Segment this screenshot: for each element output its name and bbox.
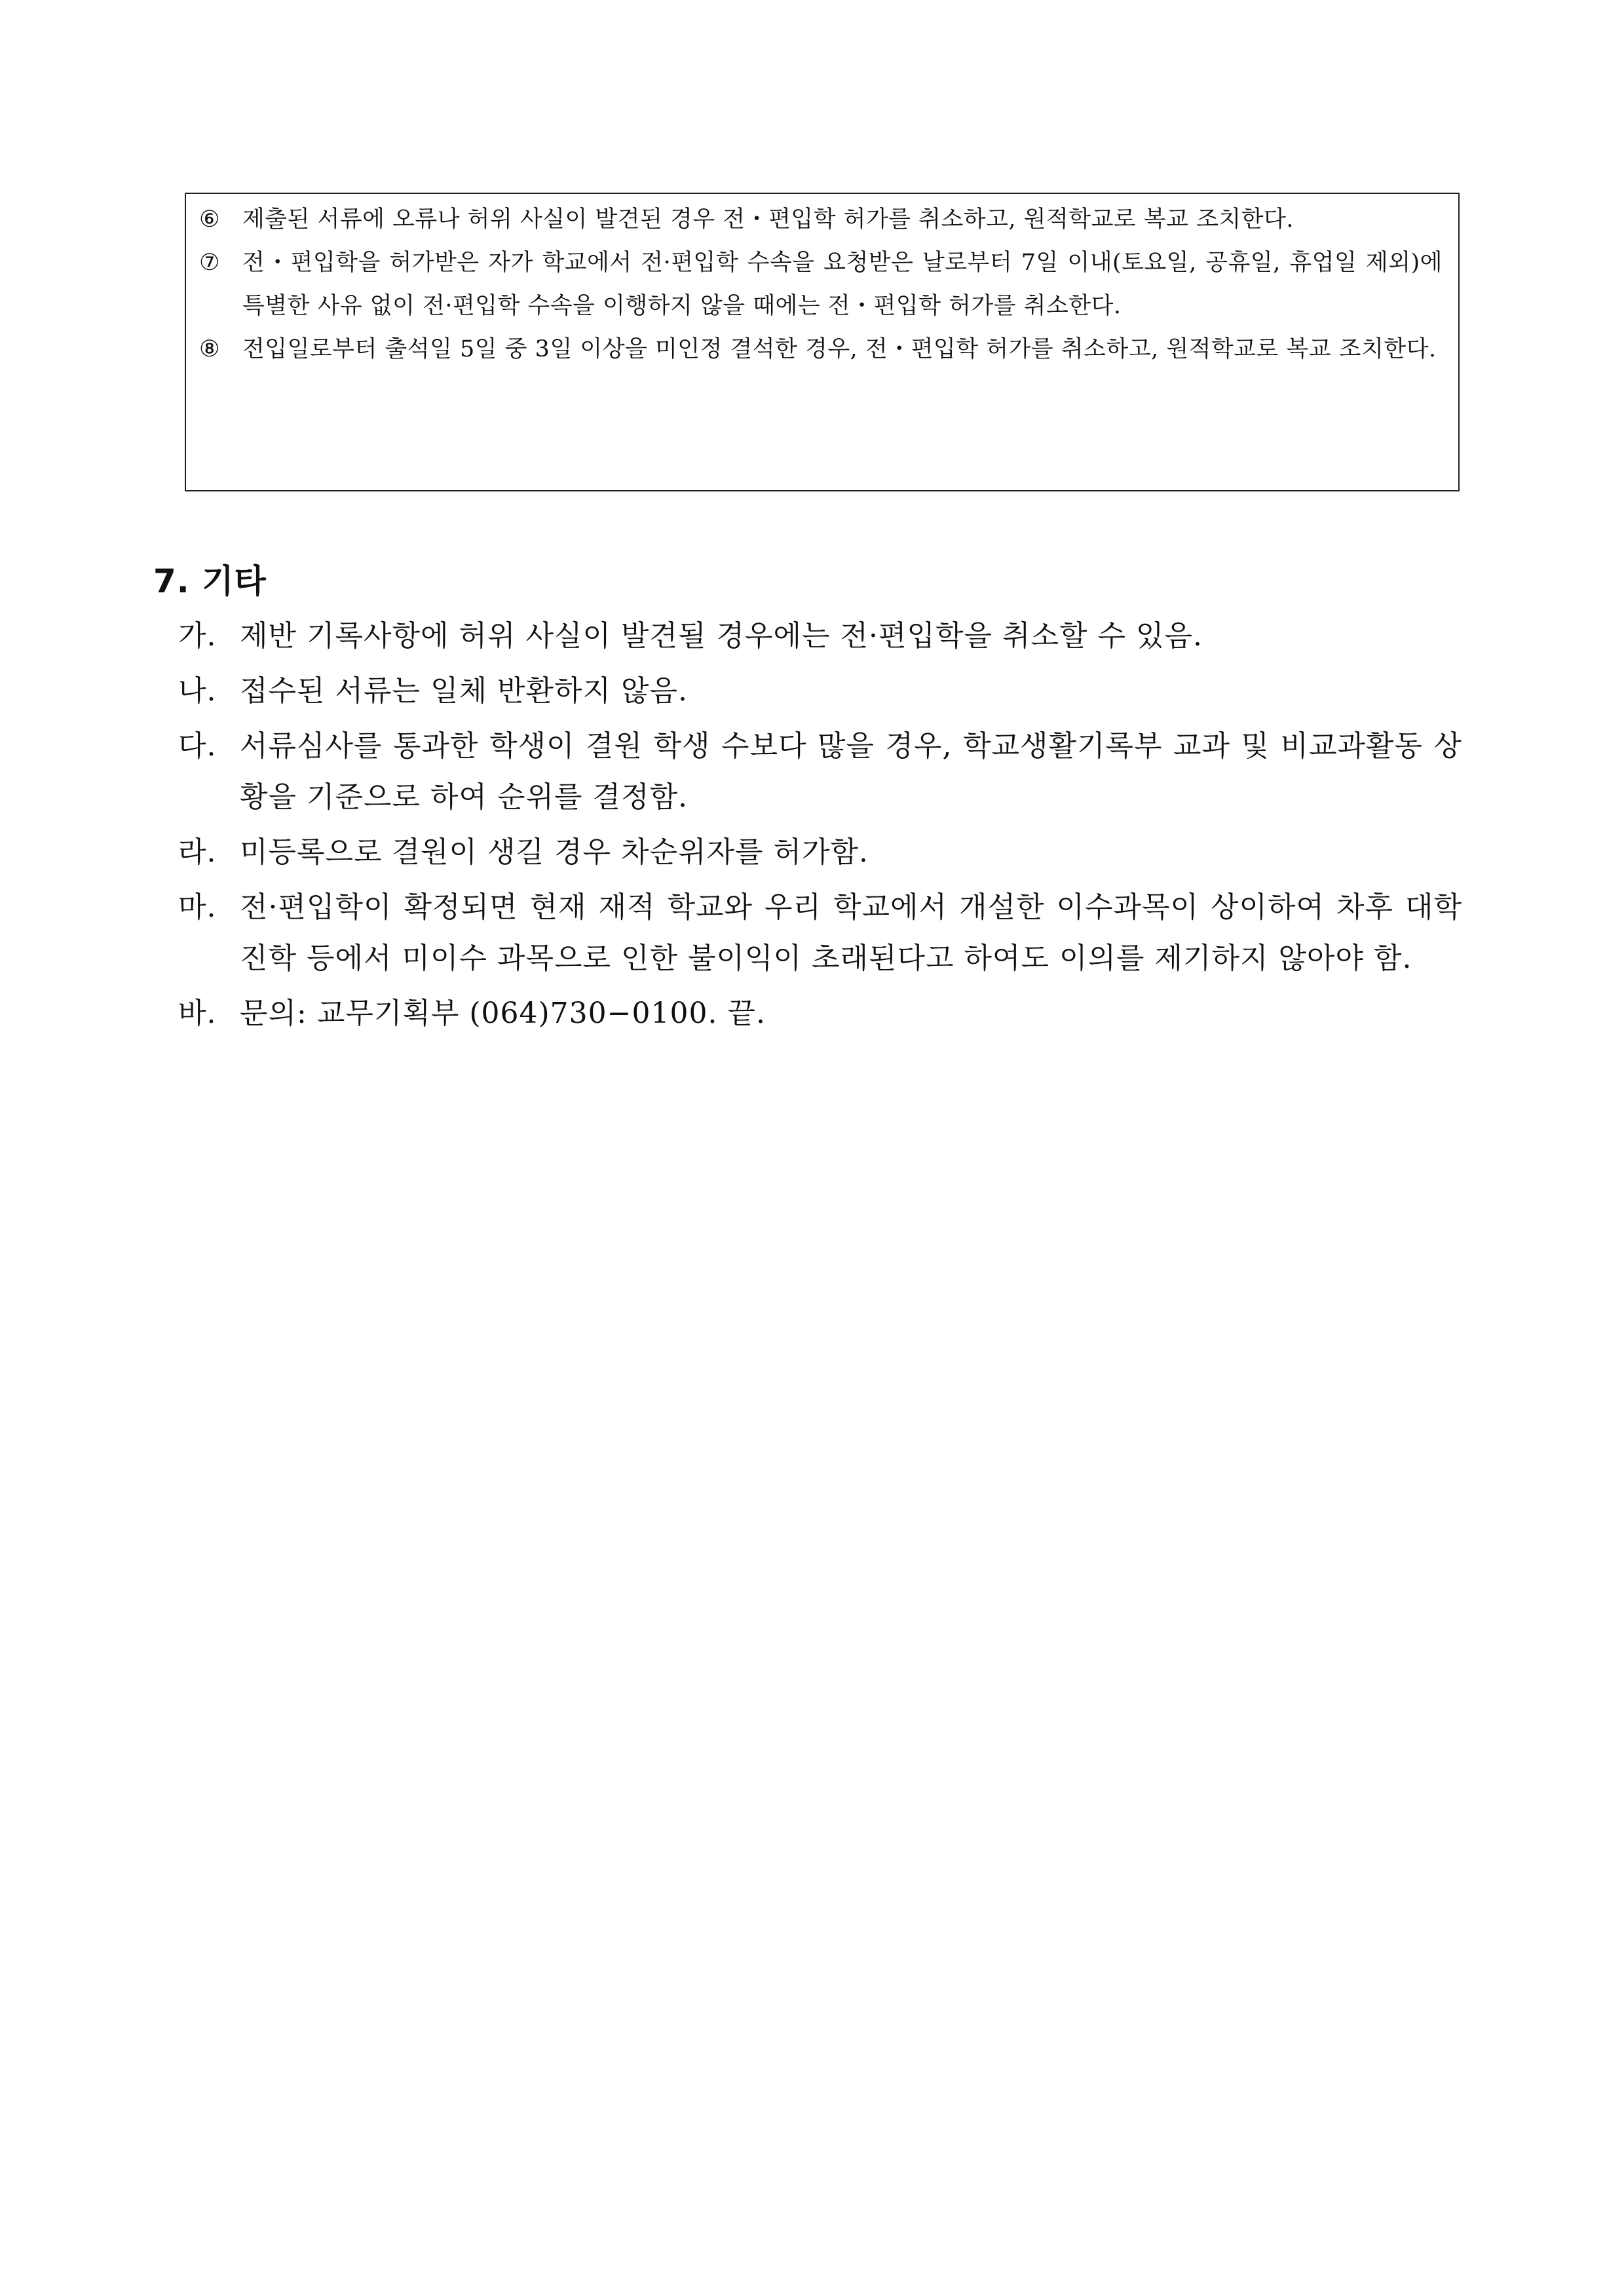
- list-item: [178, 721, 1462, 823]
- notice-box: [185, 193, 1460, 491]
- notice-text: 전입일로부터 출석일 5일 중 3일 이상을 미인정 결석한 경우, 전・편입학 허가를 취소하고, 원적학교로 복교 조치한다.: [242, 336, 1437, 362]
- notice-marker: ⑧: [199, 336, 220, 362]
- list-marker: 가.: [178, 619, 217, 653]
- list-item-text: 서류심사를 통과한 학생이 결원 학생 수보다 많을 경우, 학교생활기록부 교과 및 비교과활동 상황을 기준으로 하여 순위를 결정함.: [240, 729, 1462, 814]
- list-item: [178, 666, 1462, 717]
- list-item-text: 전·편입학이 확정되면 현재 재적 학교와 우리 학교에서 개설한 이수과목이 상이하여 차후 대학 진학 등에서 미이수 과목으로 인한 불이익이 초래된다고 하여도 이의를 제기하지 않아야 함.: [240, 890, 1463, 975]
- notice-marker: ⑦: [199, 250, 220, 276]
- list-marker: 라.: [178, 835, 217, 869]
- list-item-text: 제반 기록사항에 허위 사실이 발견될 경우에는 전·편입학을 취소할 수 있음.: [240, 619, 1203, 653]
- notice-text: 전・편입학을 허가받은 자가 학교에서 전·편입학 수속을 요청받은 날로부터 7일 이내(토요일, 공휴일, 휴업일 제외)에 특별한 사유 없이 전·편입학 수속을 이행하지 않을 때에는 전・편입학 허가를 취소한다.: [242, 250, 1443, 319]
- list-marker: 나.: [178, 674, 217, 708]
- notice-marker: ⑥: [199, 206, 220, 233]
- notice-text: 제출된 서류에 오류나 허위 사실이 발견된 경우 전・편입학 허가를 취소하고, 원적학교로 복교 조치한다.: [242, 206, 1294, 233]
- list-item-text: 미등록으로 결원이 생길 경우 차순위자를 허가함.: [240, 835, 869, 869]
- list-item: [178, 882, 1462, 984]
- list-item-text: 문의: 교무기획부 (064)730−0100. 끝.: [240, 997, 766, 1030]
- notice-item-8: [199, 328, 1443, 371]
- list-item: [178, 827, 1462, 878]
- notice-item-6: [199, 198, 1443, 241]
- list-item-text: 접수된 서류는 일체 반환하지 않음.: [240, 674, 688, 708]
- notice-item-7: [199, 241, 1443, 328]
- section-heading: 7. 기타: [153, 562, 267, 600]
- list-item: [178, 611, 1462, 662]
- list-marker: 바.: [178, 997, 217, 1030]
- etc-list: [178, 611, 1462, 1043]
- list-item: [178, 988, 1462, 1039]
- list-marker: 마.: [178, 890, 217, 924]
- list-marker: 다.: [178, 729, 217, 763]
